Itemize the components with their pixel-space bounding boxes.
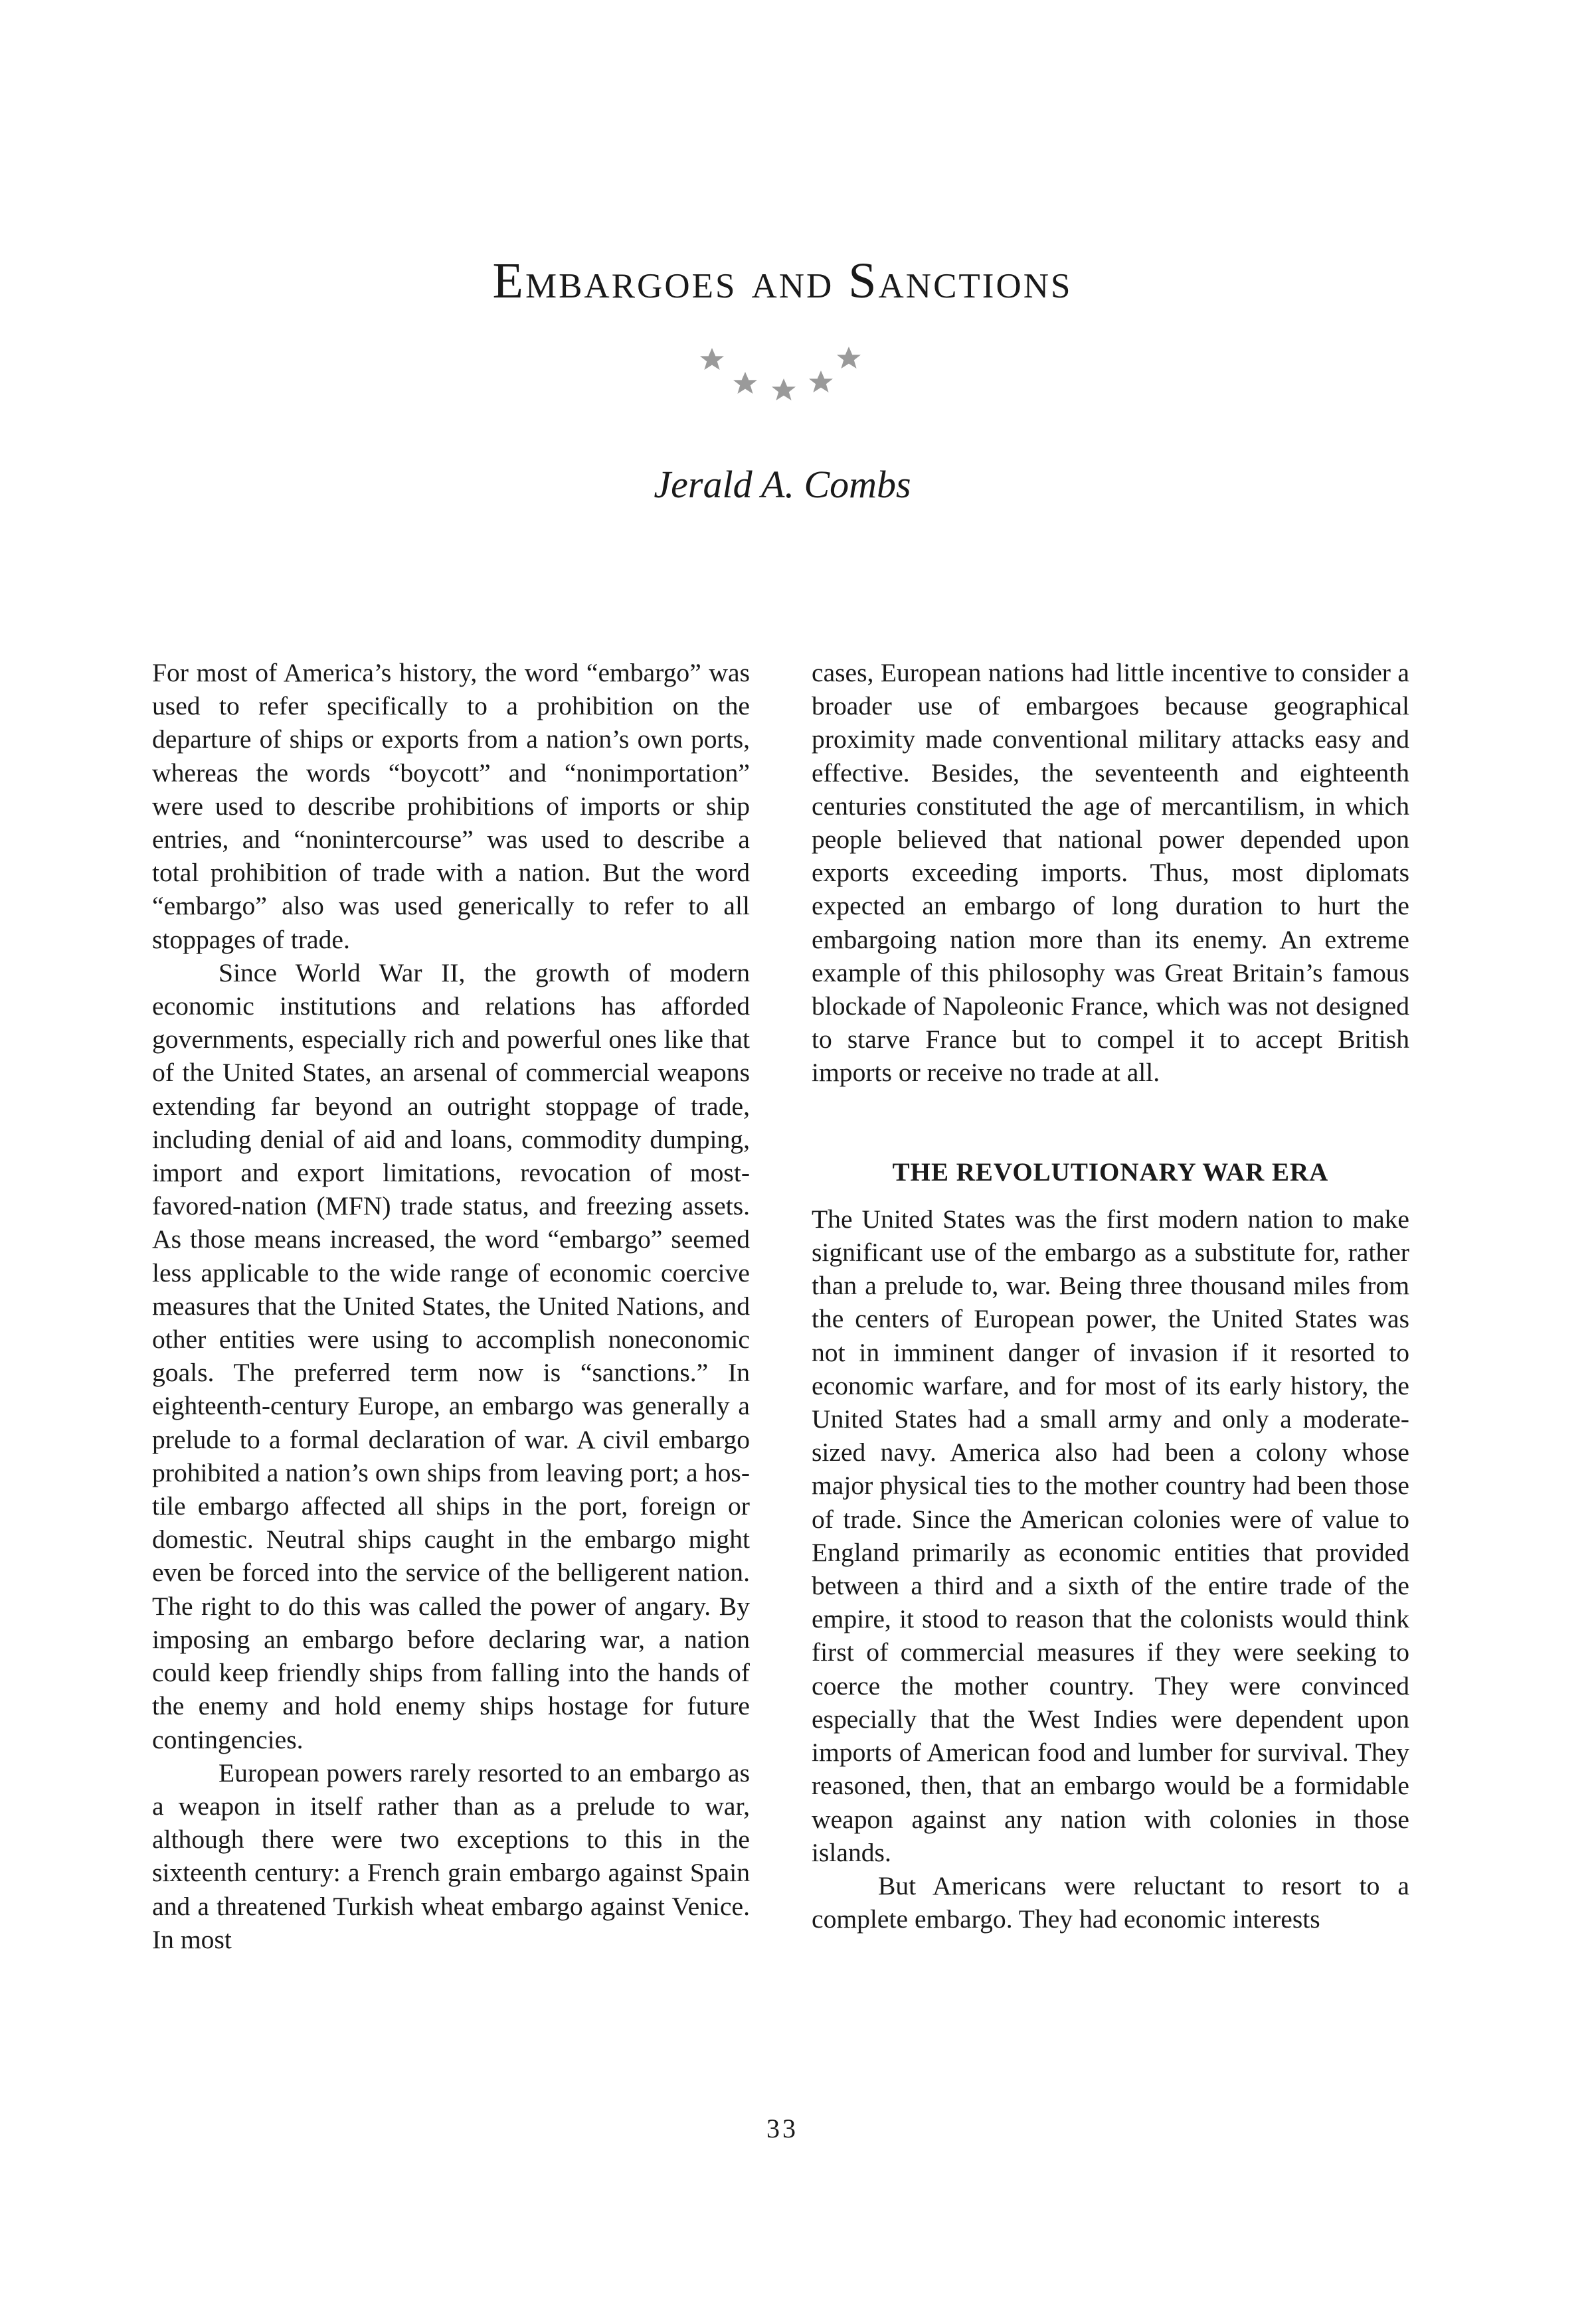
star-ornament-icon	[691, 339, 877, 412]
author-name: Jerald A. Combs	[654, 463, 911, 506]
chapter-title: Embargoes and Sanctions	[492, 253, 1073, 309]
paragraph: Since World War II, the growth of modern economic institutions and relations has afforded governments, especially rich and powerful ones like that of the United States, an arsenal of commercial weapons extending far beyond an outright stoppage of trade, including denial of aid and loans, commodity dumping, import and export limitations, revocation of most-favored-nation (MFN) trade status, and freezing assets. As those means increased, the word “embargo” seemed less applicable to the wide range of economic coercive measures that the United States, the United Nations, and other entities were using to accomplish noneconomic goals. The preferred term now is “sanctions.” In eighteenth-century Europe, an embargo was generally a prelude to a formal declaration of war. A civil embargo prohibited a nation’s own ships from leaving port; a hostile embargo affected all ships in the port, foreign or domestic. Neutral ships caught in the embargo might even be forced into the service of the belligerent nation. The right to do this was called the power of angary. By imposing an embargo before declaring war, a nation could keep friendly ships from falling into the hands of the enemy and hold enemy ships hostage for future contingencies.	[152, 957, 750, 1754]
paragraph: For most of America’s history, the word “embargo” was used to refer specifically to a prohibition on the departure of ships or exports from a nation’s own ports, whereas the words “boycott” and “nonimportation” were used to describe prohibitions of imports or ship entries, and “nonintercourse” was used to describe a total prohibition of trade with a nation. But the word “embargo” also was used generically to refer to all stoppages of trade.	[152, 658, 750, 954]
left-column	[152, 656, 750, 1956]
star-icon	[837, 347, 861, 369]
paragraph: European powers rarely resorted to an embargo as a weapon in itself rather than as a prelude to war, although there were two exceptions to this in the sixteenth century: a French grain embargo against Spain and a threatened Turkish wheat embargo against Venice. In most	[152, 1758, 750, 1954]
paragraph: But Americans were reluctant to resort to a complete embargo. They had economic interests	[812, 1870, 1409, 1934]
section-heading: THE REVOLUTIONARY WAR ERA	[892, 1157, 1329, 1187]
star-icon	[733, 372, 757, 394]
right-column	[812, 656, 1409, 1936]
paragraph: The United States was the first modern nation to make significant use of the embargo as a substitute for, rather than a prelude to, war. Being three thousand miles from the centers of European power, the United States was not in imminent danger of invasion if it resorted to economic warfare, and for most of its early history, the United States had a small army and only a moderate-sized navy. America also had been a colony whose major physical ties to the mother country had been those of trade. Since the American colonies were of value to England primarily as economic entities that provided between a third and a sixth of the entire trade of the empire, it stood to reason that the colonists would think first of commercial measures if they were seeking to coerce the mother country. They were convinced especially that the West Indies were dependent upon imports of American food and lumber for survival. They reasoned, then, that an embargo would be a formidable weapon against any nation with colonies in those islands.	[812, 1204, 1409, 1867]
page-number: 33	[766, 2114, 798, 2143]
star-icon	[772, 378, 796, 400]
star-icon	[700, 348, 724, 370]
paragraph: cases, European nations had little incentive to consider a broader use of embargoes because geographical proximity made conventional military attacks easy and effective. Besides, the seventeenth and eighteenth centuries constituted the age of mercantilism, in which people believed that national power depended upon exports exceeding imports. Thus, most diplomats expected an embargo of long duration to hurt the embargoing nation more than its enemy. An extreme example of this philosophy was Great Britain’s famous blockade of Napoleonic France, which was not designed to starve France but to compel it to accept British imports or receive no trade at all.	[812, 658, 1409, 1088]
star-icon	[809, 371, 833, 392]
